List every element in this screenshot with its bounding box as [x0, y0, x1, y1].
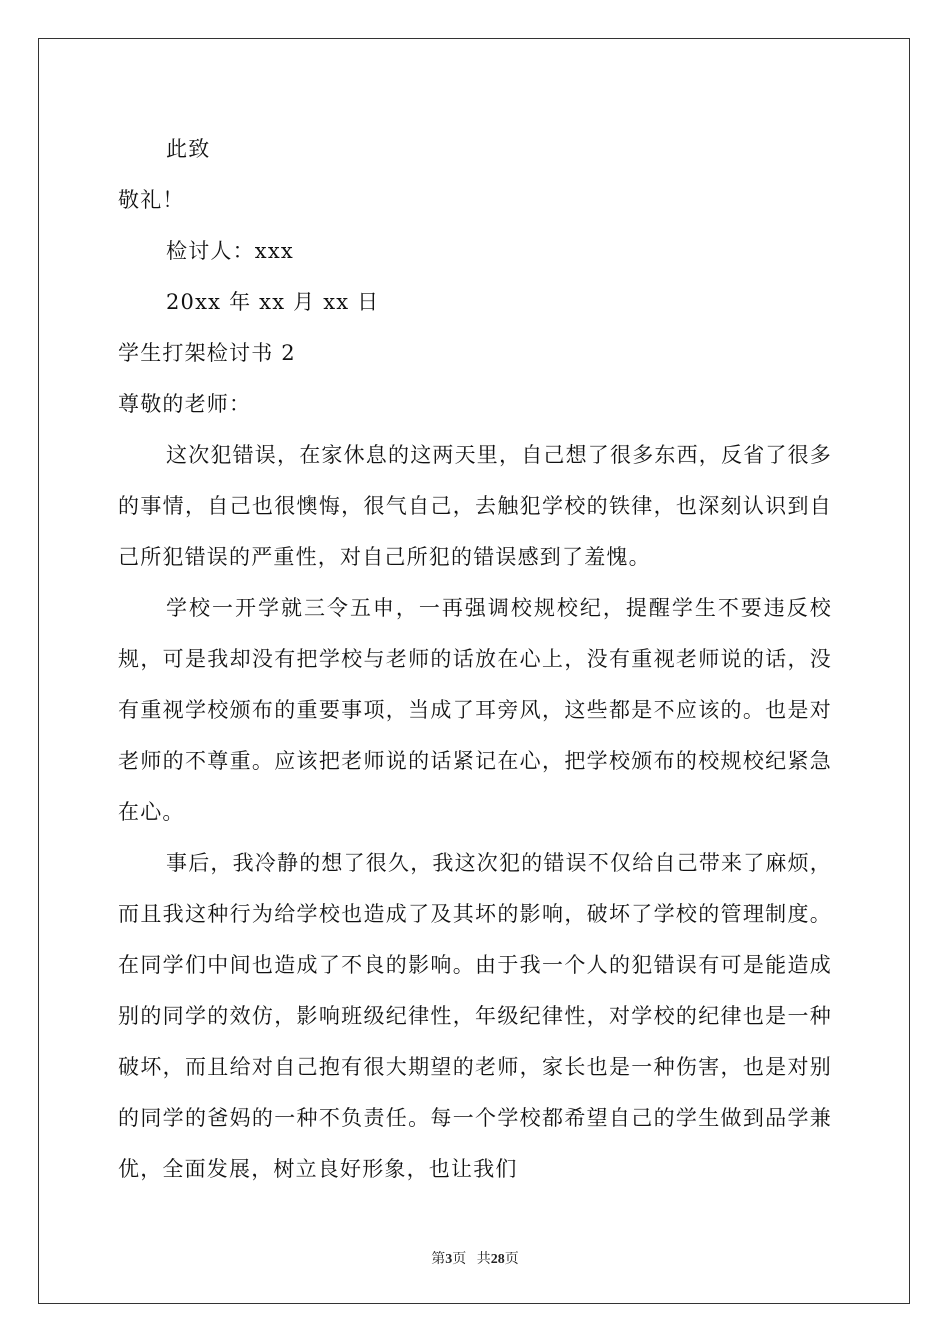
date-line: 20xx 年 xx 月 xx 日 [166, 290, 380, 314]
total-unit: 页 [504, 1252, 519, 1267]
salutation-line-2: 敬礼！ [118, 188, 185, 212]
page-number-total: 28 [490, 1252, 505, 1267]
paragraph-2: 学校一开学就三令五申，一再强调校规校纪，提醒学生不要违反校规，可是我却没有把学校与老师的话放在心上，没有重视老师说的话，没有重视学校颁布的重要事项，当成了耳旁风，这些都是不应该的。也是对老师的不尊重。应该把老师说的话紧记在心，把学校颁布的校规校纪紧急在心。 [118, 596, 832, 824]
paragraph-3: 事后，我冷静的想了很久，我这次犯的错误不仅给自己带来了麻烦，而且我这种行为给学校也造成了及其坏的影响，破坏了学校的管理制度。在同学们中间也造成了不良的影响。由于我一个人的犯错误有可是能造成别的同学的效仿，影响班级纪律性，年级纪律性，对学校的纪律也是一种破坏，而且给对自己抱有很大期望的老师，家长也是一种伤害，也是对别的同学的爸妈的一种不负责任。每一个学校都希望自己的学生做到品学兼优，全面发展，树立良好形象，也让我们 [118, 851, 832, 1181]
document-body [118, 124, 832, 1195]
salutation-line-1: 此致 [166, 137, 211, 161]
greeting-line: 尊敬的老师： [118, 392, 252, 416]
signer-line: 检讨人：xxx [166, 239, 294, 263]
page-footer [0, 1248, 950, 1268]
paragraph-1: 这次犯错误，在家休息的这两天里，自己想了很多东西，反省了很多的事情，自己也很懊悔，很气自己，去触犯学校的铁律，也深刻认识到自己所犯错误的严重性，对自己所犯的错误感到了羞愧。 [118, 443, 832, 569]
section-title: 学生打架检讨书 2 [118, 341, 296, 365]
page-number-current: 3 [445, 1252, 453, 1267]
total-prefix: 共 [476, 1252, 491, 1267]
page-unit: 页 [452, 1252, 467, 1267]
page-prefix: 第 [431, 1252, 446, 1267]
